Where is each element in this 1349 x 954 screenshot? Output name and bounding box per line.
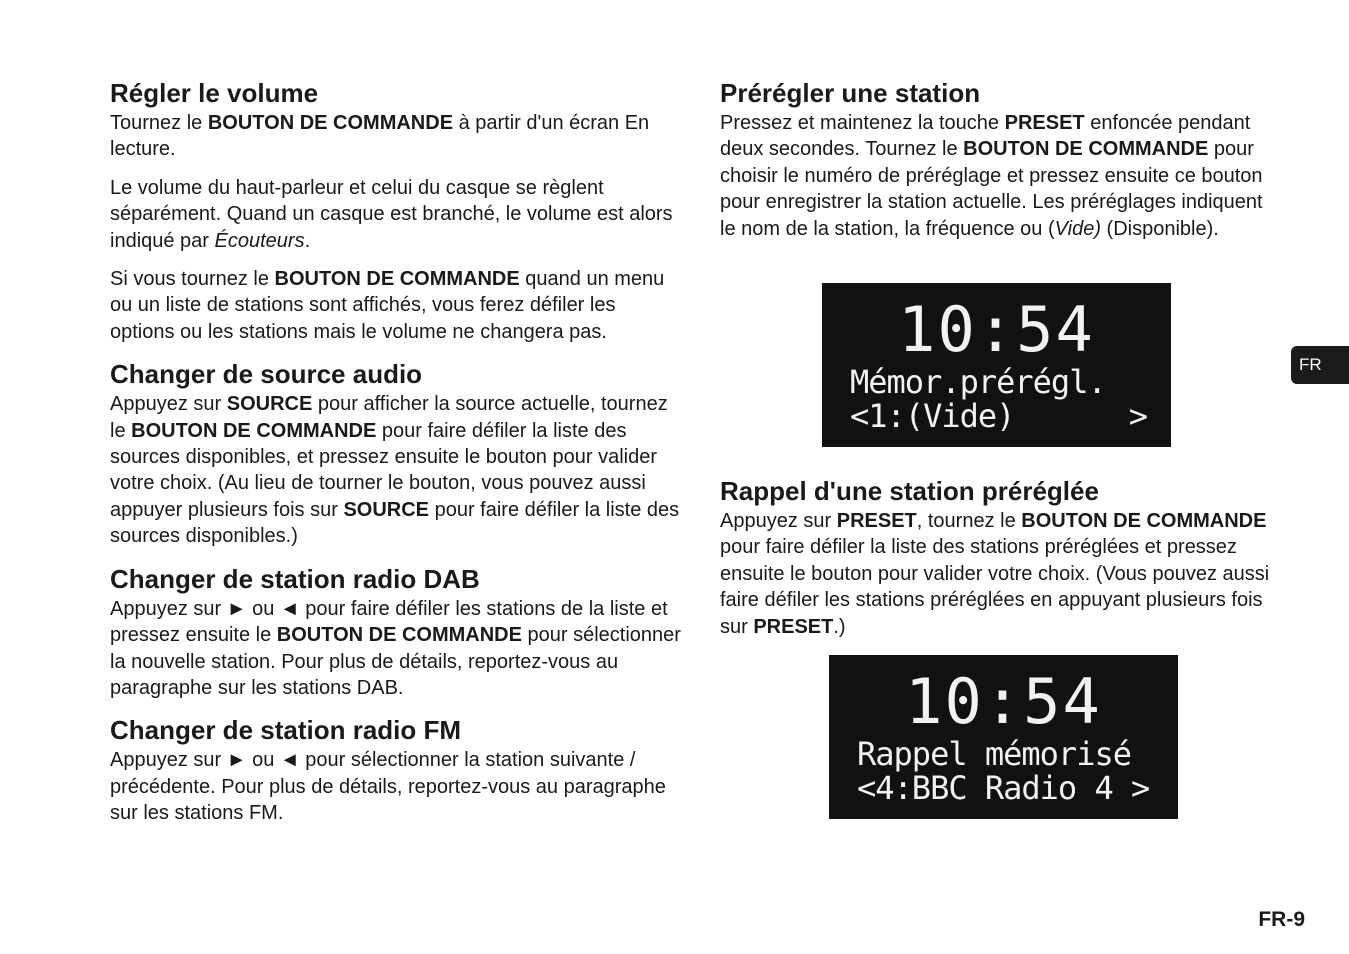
preset-paragraph: Pressez et maintenez la touche PRESET enfoncée pendant deux secondes. Tournez le BOUTON DE COMMANDE pour choisir le numéro de préréglage et pressez ensuite ce bouton pour enregistrer la station actuelle. Les préréglages indiquent le nom de la station, la fréquence ou (Vide) (Disponible). <box>720 112 1263 240</box>
fm-paragraph: Appuyez sur ► ou ◄ pour sélectionner la station suivante / précédente. Pour plus de détails, reportez-vous au paragraphe sur les stations FM. <box>110 749 666 825</box>
section-recall <box>720 476 1275 652</box>
section-fm <box>110 715 685 826</box>
left-column <box>110 78 685 841</box>
page-number: FR-9 <box>1258 908 1305 931</box>
recall-paragraph: Appuyez sur PRESET, tournez le BOUTON DE COMMANDE pour faire défiler la liste des stations préréglées et pressez ensuite le bouton pour valider votre choix. (Vous pouvez aussi faire défiler les stations préréglées en appuyant plusieurs fois sur PRESET.) <box>720 510 1270 638</box>
heading-source: Changer de source audio <box>110 359 423 390</box>
lcd-right-arrow: > <box>1128 397 1147 435</box>
heading-fm: Changer de station radio FM <box>110 715 462 746</box>
volume-paragraph-1: Tournez le BOUTON DE COMMANDE à partir d'un écran En lecture. <box>110 112 650 161</box>
lcd-line-1: Rappel mémorisé <box>857 735 1131 773</box>
volume-paragraph-3: Si vous tournez le BOUTON DE COMMANDE quand un menu ou un liste de stations sont affichés, vous ferez défiler les options ou les stations mais le volume ne changera pas. <box>110 268 665 343</box>
heading-recall: Rappel d'une station préréglée <box>720 476 1099 506</box>
lcd-display-preset-save <box>822 283 1171 447</box>
heading-dab: Changer de station radio DAB <box>110 563 480 594</box>
section-preset <box>720 78 1275 242</box>
lcd-display-preset-recall <box>829 655 1178 819</box>
section-source <box>110 359 685 549</box>
heading-preset: Prérégler une station <box>720 78 981 108</box>
language-tab: FR <box>1291 346 1349 384</box>
section-dab <box>110 564 685 702</box>
section-volume <box>110 78 685 345</box>
lcd-time: 10:54 <box>898 293 1095 366</box>
source-paragraph: Appuyez sur SOURCE pour afficher la source actuelle, tournez le BOUTON DE COMMANDE pour faire défiler la liste des sources disponibles, et pressez ensuite le bouton pour valider votre choix. (Au lieu de tourner le bouton, vous pouvez aussi appuyer plusieurs fois sur SOURCE pour faire défiler la liste des sources disponibles.) <box>110 393 680 548</box>
lcd-time: 10:54 <box>905 665 1102 738</box>
lcd-line-2: <1:(Vide) <box>850 397 1015 435</box>
dab-paragraph: Appuyez sur ► ou ◄ pour faire défiler les stations de la liste et pressez ensuite le BOUTON DE COMMANDE pour sélectionner la nouvelle station. Pour plus de détails, reportez-vous au paragraphe sur les stations DAB. <box>110 597 681 699</box>
heading-volume: Régler le volume <box>110 78 319 108</box>
volume-paragraph-2: Le volume du haut-parleur et celui du casque se règlent séparément. Quand un casque est branché, le volume est alors indiqué par Écouteurs. <box>110 176 673 252</box>
lcd-line-2: <4:BBC Radio 4 > <box>857 769 1150 807</box>
lcd-line-1: Mémor.prérégl. <box>850 363 1106 401</box>
